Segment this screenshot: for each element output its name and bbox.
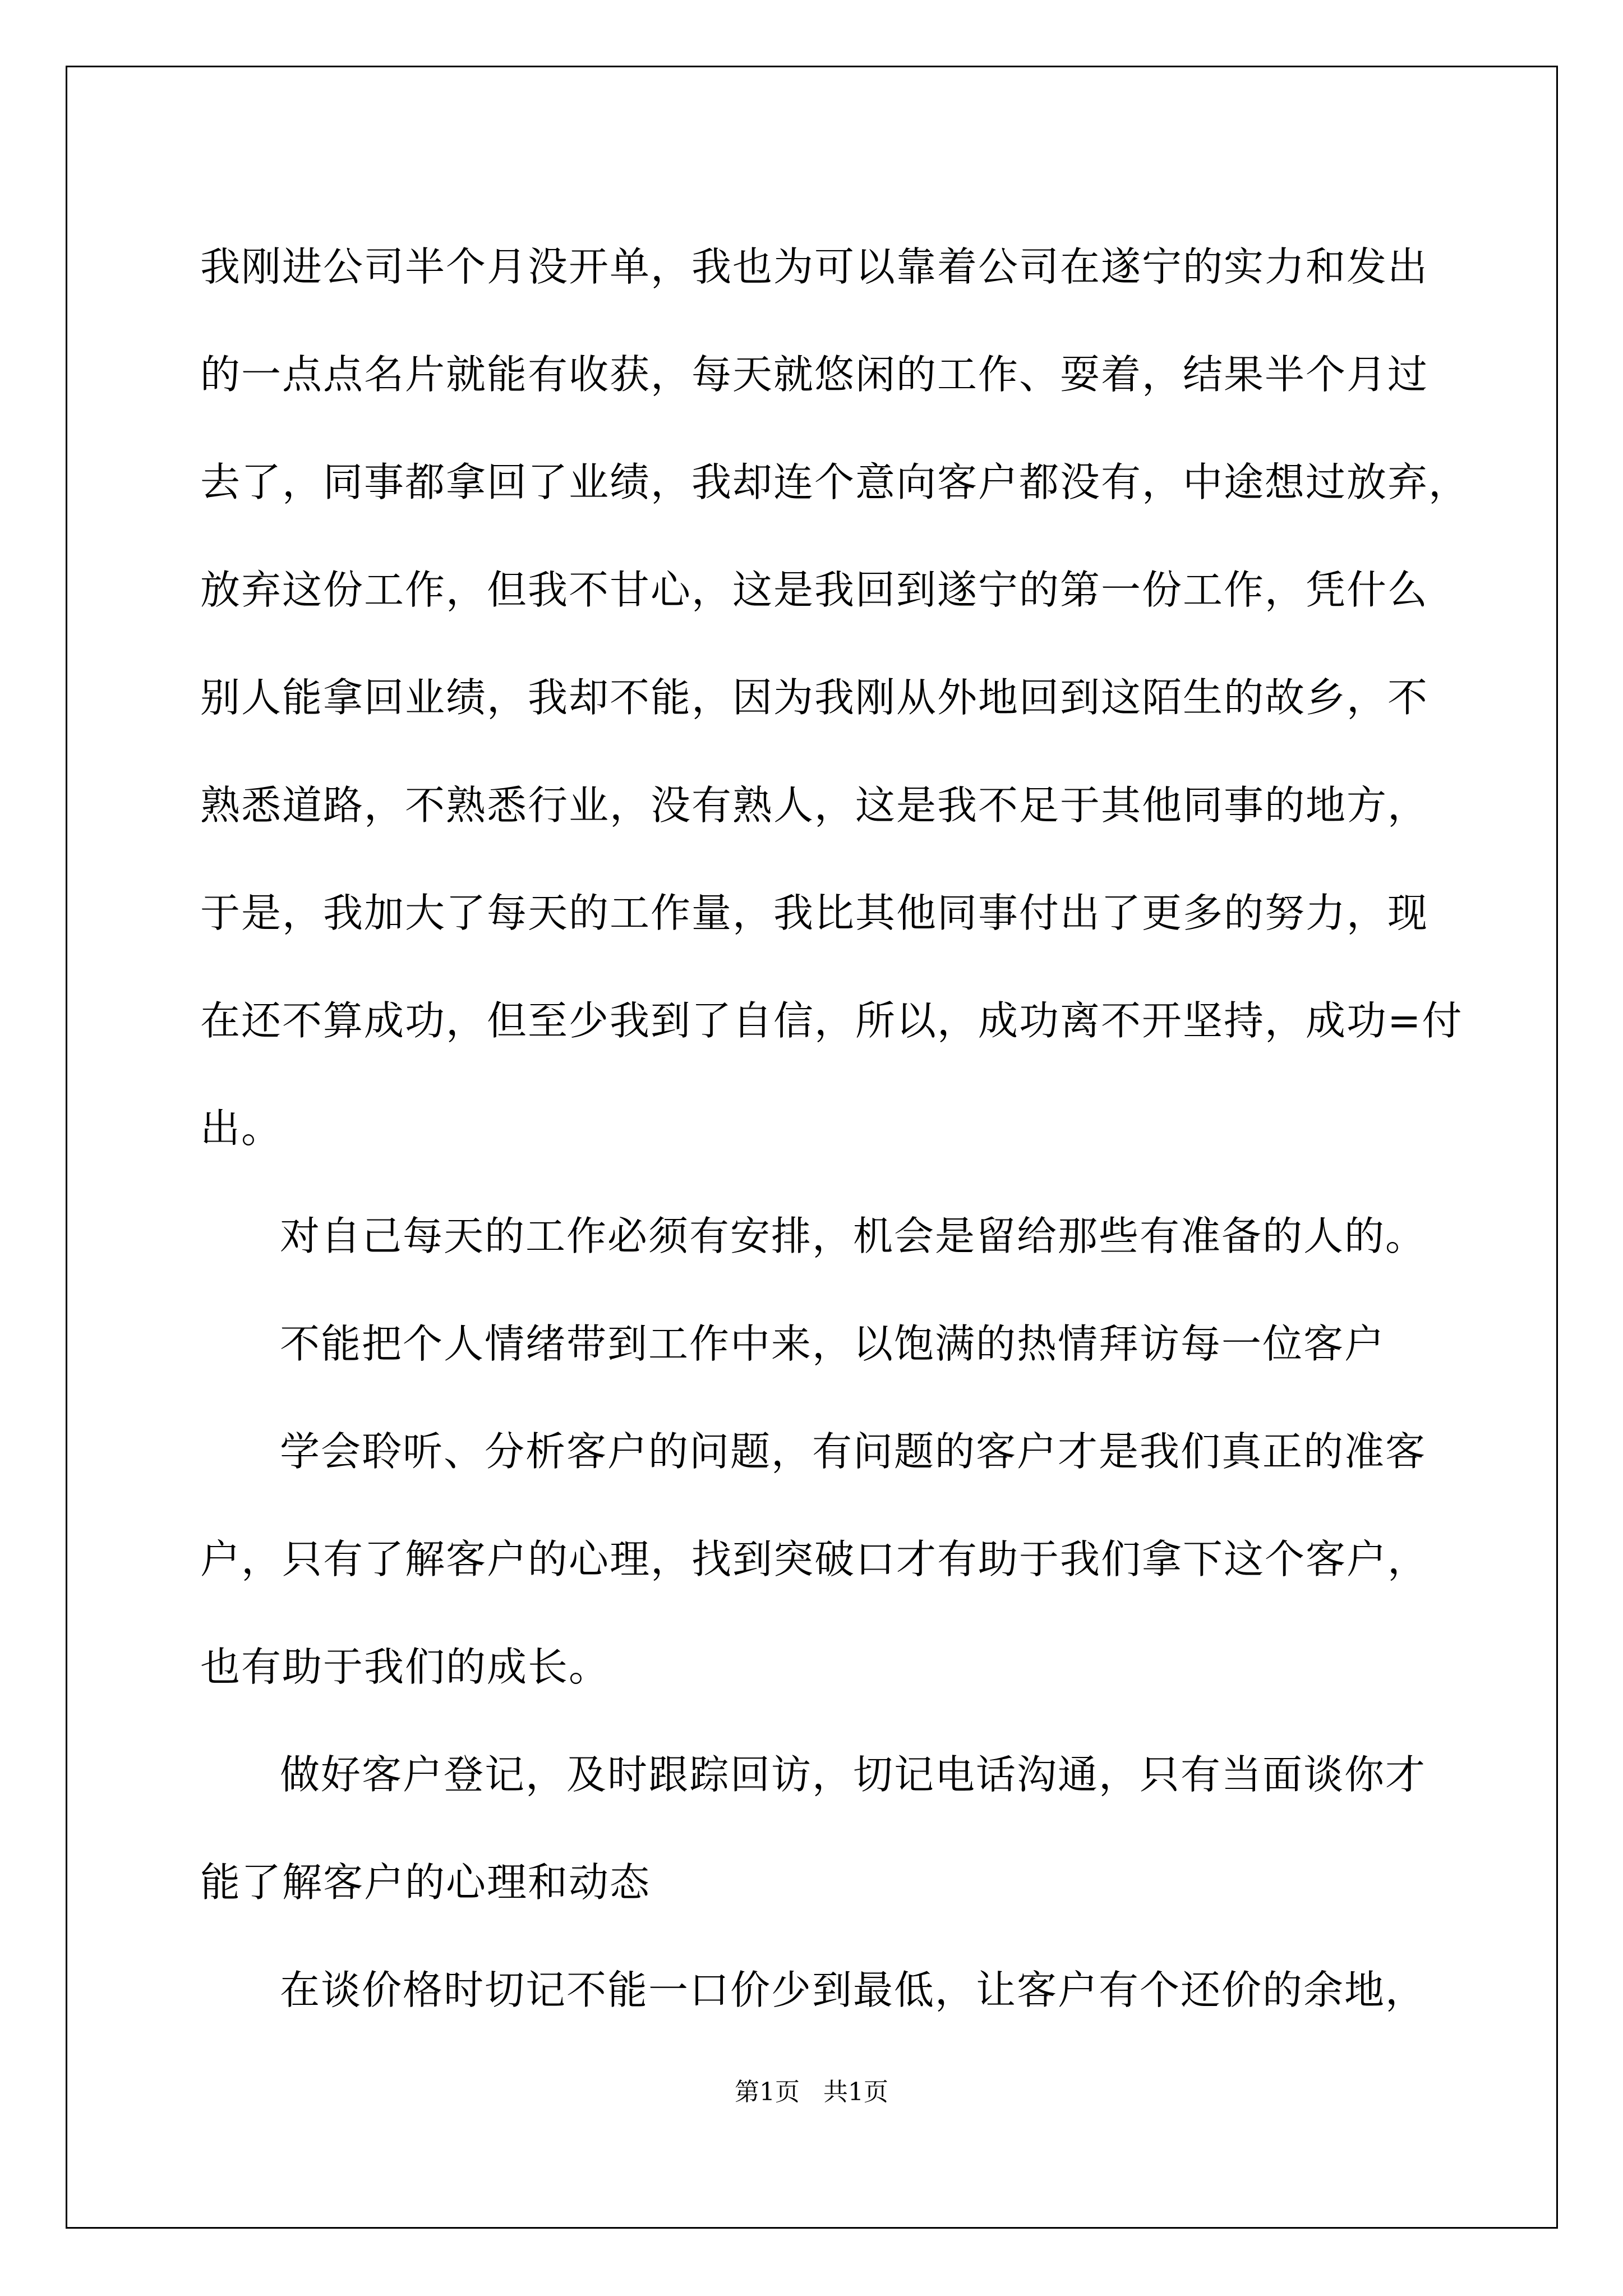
text-line-11: 不能把个人情绪带到工作中来，以饱满的热情拜访每一位客户 <box>280 1320 1386 1367</box>
text-line-4: 放弃这份工作，但我不甘心，这是我回到遂宁的第一份工作，凭什么 <box>200 567 1429 613</box>
text-line-10: 对自己每天的工作必须有安排，机会是留给那些有准备的人的。 <box>280 1213 1427 1259</box>
text-line-12: 学会聆听、分析客户的问题，有问题的客户才是我们真正的准客 <box>280 1428 1427 1475</box>
text-line-17: 在谈价格时切记不能一口价少到最低，让客户有个还价的余地， <box>280 1967 1427 2013</box>
text-line-5: 别人能拿回业绩，我却不能，因为我刚从外地回到这陌生的故乡，不 <box>200 674 1429 721</box>
page-number-total: 共1页 <box>823 2078 888 2106</box>
text-line-16: 能了解客户的心理和动态 <box>200 1859 651 1906</box>
text-line-6: 熟悉道路，不熟悉行业，没有熟人，这是我不足于其他同事的地方， <box>200 782 1429 829</box>
document-body <box>200 213 1470 2044</box>
page-number-current: 第1页 <box>735 2078 800 2106</box>
text-line-15: 做好客户登记，及时跟踪回访，切记电话沟通，只有当面谈你才 <box>280 1751 1427 1798</box>
text-line-1: 我刚进公司半个月没开单，我也为可以靠着公司在遂宁的实力和发出 <box>200 243 1429 290</box>
text-line-7: 于是，我加大了每天的工作量，我比其他同事付出了更多的努力，现 <box>200 890 1429 936</box>
text-line-9: 出。 <box>200 1105 283 1152</box>
text-line-8: 在还不算成功，但至少我到了自信，所以，成功离不开坚持，成功=付 <box>200 997 1463 1044</box>
text-line-3: 去了，同事都拿回了业绩，我却连个意向客户都没有，中途想过放弃， <box>200 459 1470 505</box>
text-line-2: 的一点点名片就能有收获，每天就悠闲的工作、耍着，结果半个月过 <box>200 351 1429 398</box>
text-line-13: 户，只有了解客户的心理，找到突破口才有助于我们拿下这个客户， <box>200 1536 1429 1582</box>
page-footer <box>0 2076 1623 2109</box>
text-line-14: 也有助于我们的成长。 <box>200 1644 610 1690</box>
